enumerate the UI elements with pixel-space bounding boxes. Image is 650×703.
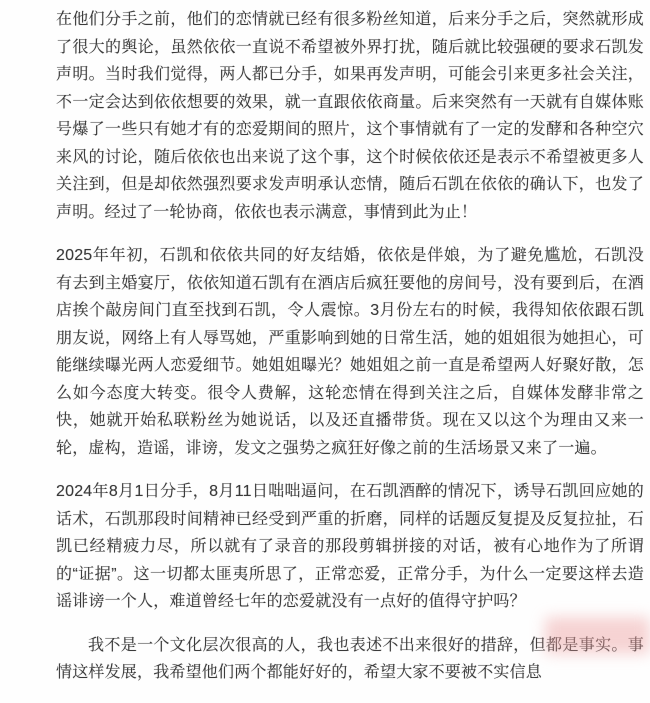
text-line: 号爆了一些只有她才有的恋爱期间的照片，这个事情就有了一定的发酵和各种空穴 xyxy=(56,121,644,138)
text-line: 快，她就开始私联粉丝为她说话，以及还直播带货。现在又以这个为理由又来一 xyxy=(56,412,644,429)
text-line: 我不是一个文化层次很高的人，我也表述不出来很好的措辞，但都是事实。事 xyxy=(88,636,644,654)
text-line: 轮，虚构，造谣，诽谤，发文之强势之疯狂好像之前的生活场景又来了一遍。 xyxy=(56,439,607,457)
text-line: 2024年8月1日分手，8月11日咄咄逼问，在石凯酒醉的情况下，诱导石凯回应她的 xyxy=(56,483,644,500)
text-line: 声明。经过了一轮协商，依依也表示满意，事情到此为止！ xyxy=(56,203,478,221)
text-line: 店挨个敲房间门直至找到石凯，令人震惊。3月份左右的时候，我得知依依跟石凯 xyxy=(56,302,644,319)
paragraph xyxy=(56,242,644,462)
text-line: 2025年年初，石凯和依依共同的好友结婚，依依是伴娘，为了避免尴尬，石凯没 xyxy=(56,247,644,264)
statement-text xyxy=(56,6,644,703)
text-line: 凯已经精疲力尽，所以就有了录音的那段剪辑拼接的对话，被有心地作为了所谓 xyxy=(56,538,644,555)
text-line: 声明。当时我们觉得，两人都已分手，如果再发声明，可能会引来更多社会关注， xyxy=(56,66,644,83)
text-line: 能继续曝光两人恋爱细节。她姐姐曝光？她姐姐之前一直是希望两人好聚好散，怎 xyxy=(56,357,644,374)
text-line: 在他们分手之前，他们的恋情就已经有很多粉丝知道，后来分手之后，突然就形成 xyxy=(56,11,644,28)
text-line: 了很大的舆论，虽然依依一直说不希望被外界打扰，随后就比较强硬的要求石凯发 xyxy=(56,38,644,56)
text-line: 的“证据”。这一切都太匪夷所思了，正常恋爱，正常分手，为什么一定要这样去造 xyxy=(56,565,644,583)
paragraph xyxy=(56,6,644,226)
text-line: 谣诽谤一个人，难道曾经七年的恋爱就没有一点好的值得守护吗？ xyxy=(56,593,526,610)
paragraph xyxy=(56,478,644,616)
text-line: 么如今态度大转变。很令人费解，这轮恋情在得到关注之后，自媒体发酵非常之 xyxy=(56,384,644,402)
text-line: 不一定会达到依依想要的效果，就一直跟依依商量。后来突然有一天就有自媒体账 xyxy=(56,93,644,111)
text-line: 话术，石凯那段时间精神已经受到严重的折磨，同样的话题反复提及反复拉扯，石 xyxy=(56,510,644,528)
blurred-watermark xyxy=(545,617,650,654)
text-line: 来风的讨论，随后依依也出来说了这个事，这个时候依依还是表示不希望被更多人 xyxy=(56,148,644,166)
text-line: 有去到主婚宴厅，依依知道石凯有在酒店后疯狂要他的房间号，没有要到后，在酒 xyxy=(56,274,644,292)
text-line: 情这样发展，我希望他们两个都能好好的，希望大家不要被不实信息 xyxy=(56,664,543,681)
text-line: 朋友说，网络上有人辱骂她，严重影响到她的日常生活，她的姐姐很为她担心，可 xyxy=(56,329,644,347)
text-line: 关注到，但是却依然强烈要求发声明承认恋情，随后石凯在依依的确认下，也发了 xyxy=(56,176,644,193)
